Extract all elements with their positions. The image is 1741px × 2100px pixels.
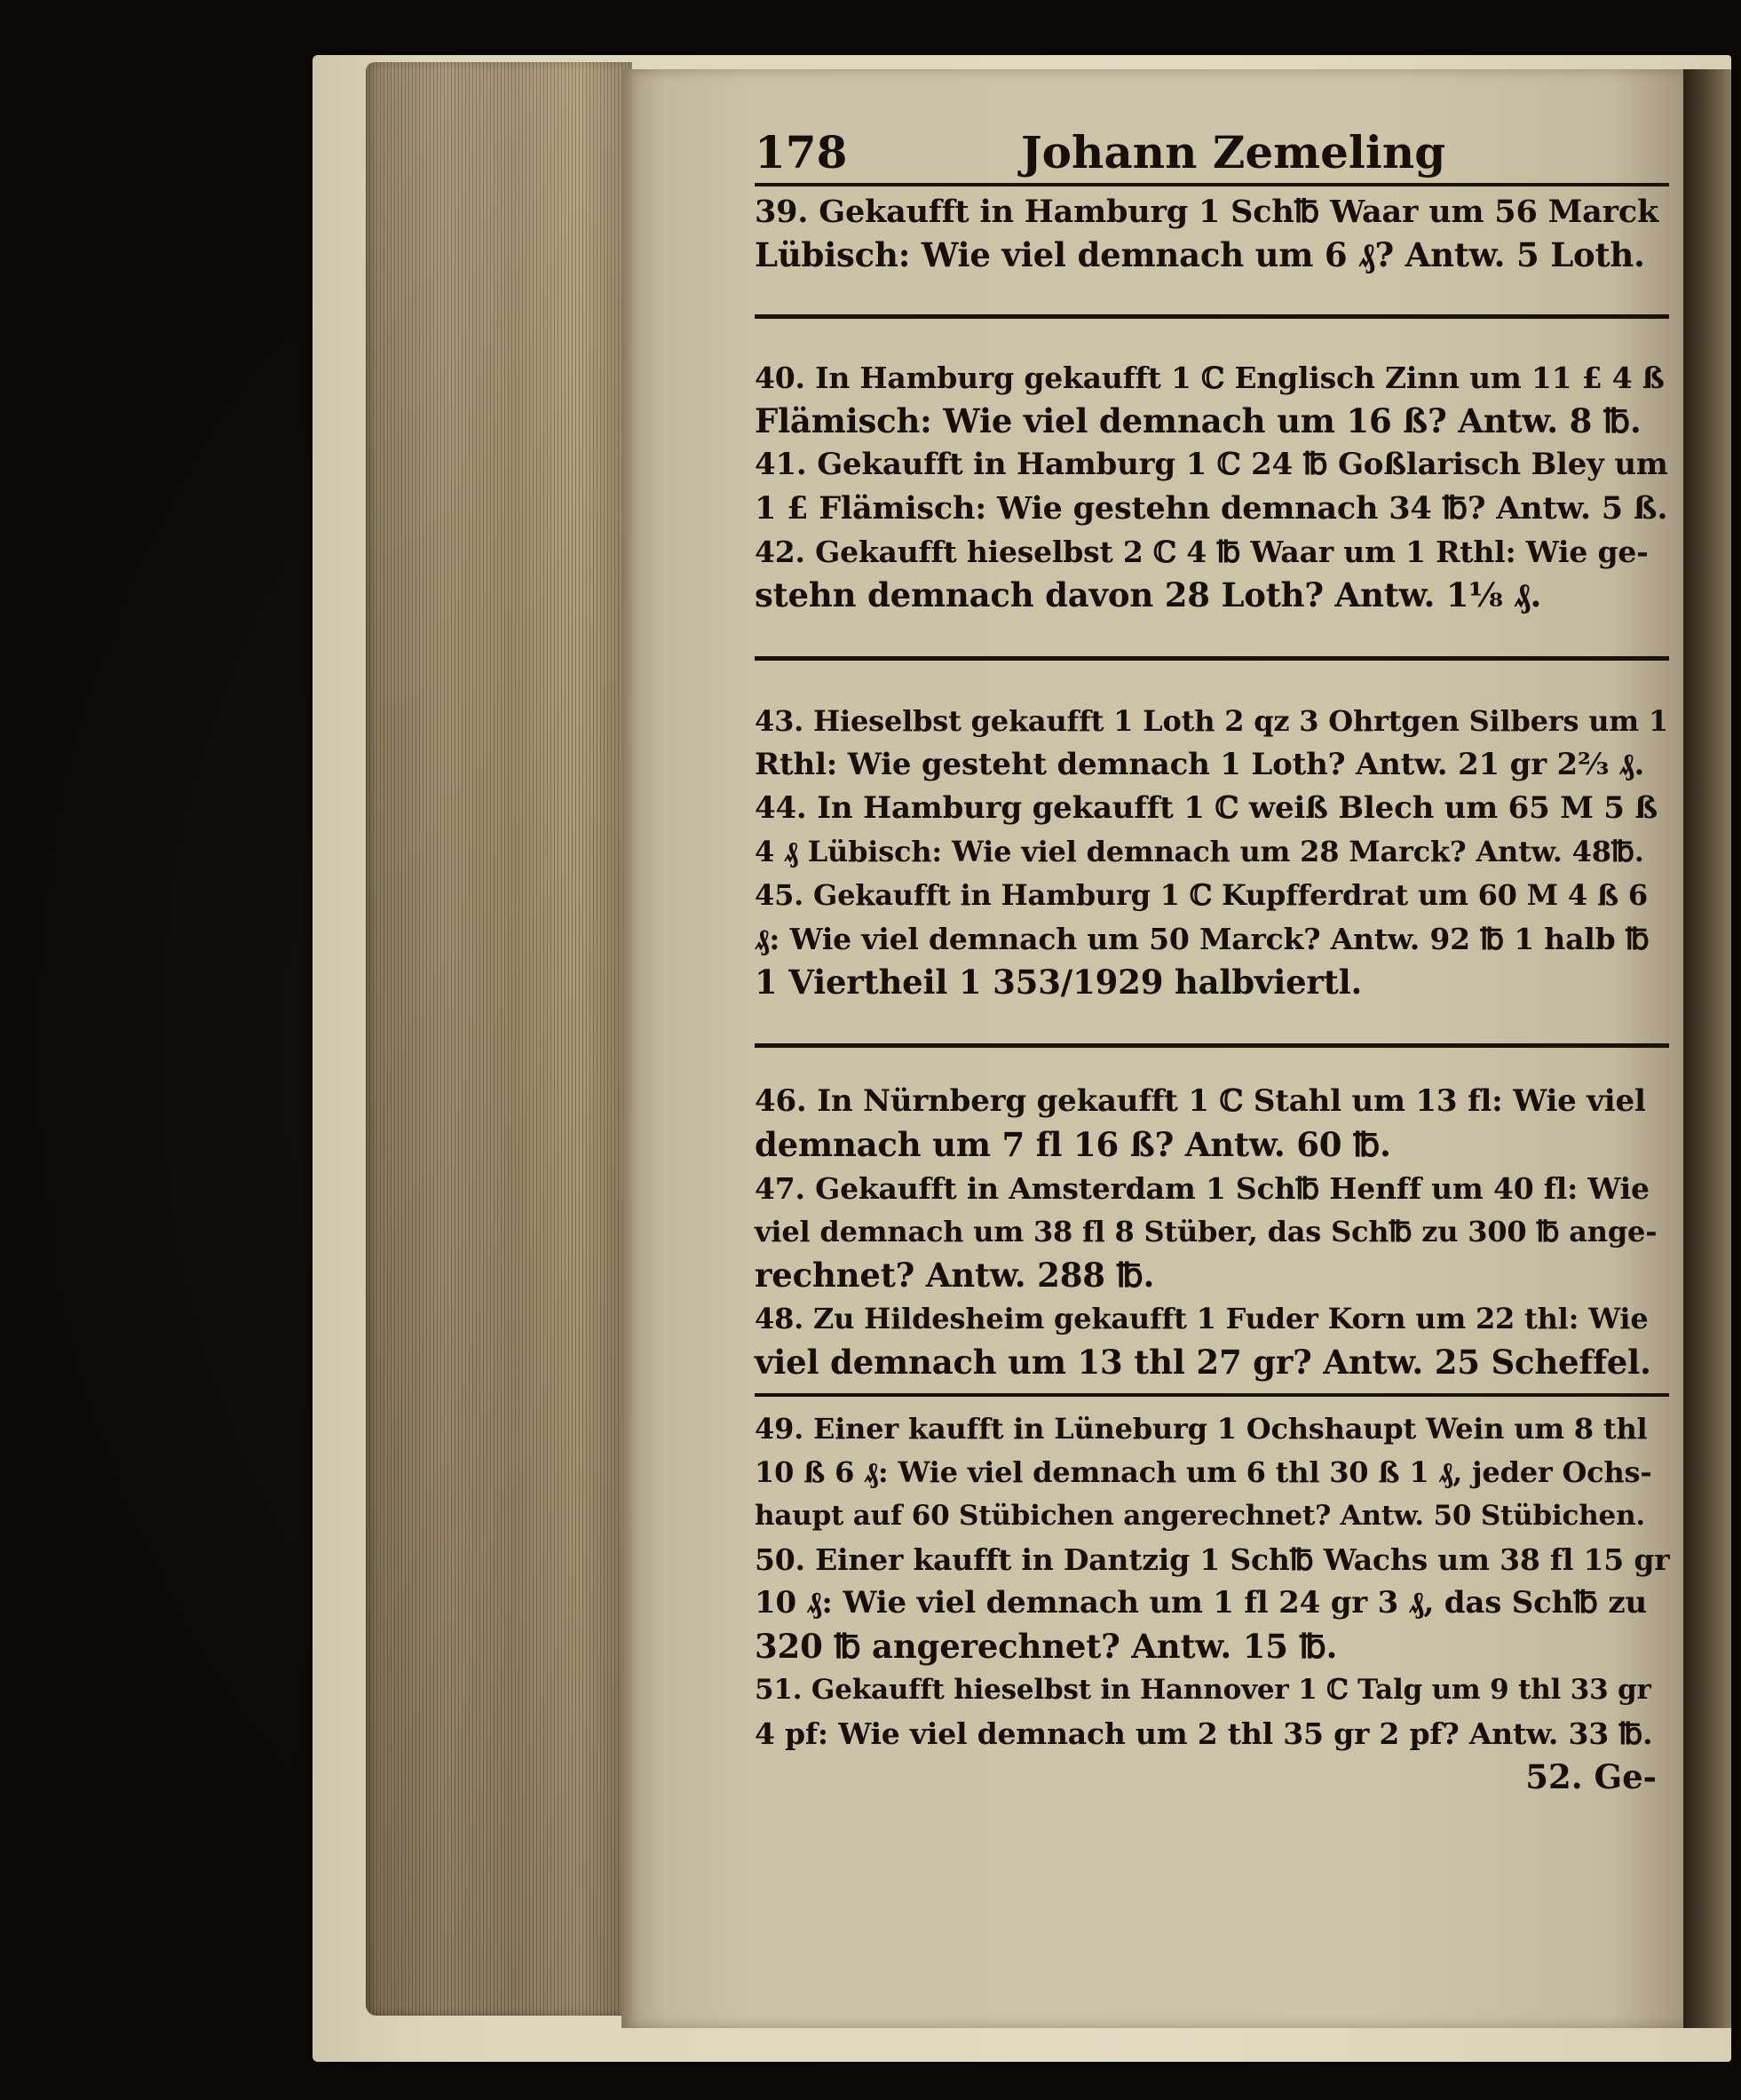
problem-51-line-1: 51. Gekaufft hieselbst in Hannover 1 ℂ Talg um 9 thl 33 gr bbox=[755, 1674, 1651, 1706]
problem-47-line-1: 47. Gekaufft in Amsterdam 1 Sch℔ Henff um 40 fl: Wie bbox=[755, 1171, 1650, 1206]
page-number: 178 bbox=[755, 126, 848, 178]
problem-50-line-2: 10 ₰: Wie viel demnach um 1 fl 24 gr 3 ₰, das Sch℔ zu bbox=[755, 1585, 1648, 1621]
problem-42-line-1: 42. Gekaufft hieselbst 2 ℂ 4 ℔ Waar um 1 Rthl: Wie ge- bbox=[755, 535, 1649, 569]
problem-45-line-3: 1 Viertheil 1 353/1929 halbviertl. bbox=[755, 963, 1363, 1002]
section-rule-1 bbox=[755, 314, 1669, 319]
problem-46-line-2: demnach um 7 fl 16 ß? Antw. 60 ℔. bbox=[755, 1125, 1391, 1164]
book-gutter bbox=[1683, 69, 1731, 2028]
problem-49-line-3: haupt auf 60 Stübichen angerechnet? Antw. 50 Stübichen. bbox=[755, 1500, 1645, 1532]
section-rule-3 bbox=[755, 1043, 1669, 1048]
header-rule bbox=[755, 183, 1669, 186]
problem-group-1 bbox=[755, 190, 1669, 277]
problem-40-line-2: Flämisch: Wie viel demnach um 16 ß? Antw. 8 ℔. bbox=[755, 401, 1642, 440]
problem-44-line-2: 4 ₰ Lübisch: Wie viel demnach um 28 Marck? Antw. 48℔. bbox=[755, 835, 1644, 868]
problem-50-line-1: 50. Einer kaufft in Dantzig 1 Sch℔ Wachs um 38 fl 15 gr bbox=[755, 1542, 1670, 1577]
problem-group-3 bbox=[755, 700, 1669, 1004]
section-rule-4 bbox=[755, 1393, 1669, 1397]
problem-group-5 bbox=[755, 1407, 1669, 1755]
problem-group-4 bbox=[755, 1080, 1669, 1384]
problem-39-line-2: Lübisch: Wie viel demnach um 6 ₰? Antw. 5 Loth. bbox=[755, 235, 1645, 274]
problem-41-line-2: 1 £ Flämisch: Wie gestehn demnach 34 ℔? Antw. 5 ß. bbox=[755, 490, 1668, 527]
problem-45-line-2: ₰: Wie viel demnach um 50 Marck? Antw. 92 ℔ 1 halb ℔ bbox=[755, 922, 1650, 956]
problem-43-line-1: 43. Hieselbst gekaufft 1 Loth 2 qz 3 Ohrtgen Silbers um 1 bbox=[755, 704, 1668, 738]
problem-43-line-2: Rthl: Wie gesteht demnach 1 Loth? Antw. 21 gr 2⅔ ₰. bbox=[755, 747, 1645, 782]
problem-48-line-1: 48. Zu Hildesheim gekaufft 1 Fuder Korn um 22 thl: Wie bbox=[755, 1302, 1649, 1335]
problem-45-line-1: 45. Gekaufft in Hamburg 1 ℂ Kupfferdrat um 60 M 4 ß 6 bbox=[755, 878, 1648, 912]
problem-44-line-1: 44. In Hamburg gekaufft 1 ℂ weiß Blech um 65 M 5 ß bbox=[755, 790, 1658, 826]
problem-48-line-2: viel demnach um 13 thl 27 gr? Antw. 25 Scheffel. bbox=[755, 1343, 1651, 1382]
section-rule-2 bbox=[755, 656, 1669, 661]
problem-39-line-1: 39. Gekaufft in Hamburg 1 Sch℔ Waar um 56 Marck bbox=[755, 194, 1659, 230]
problem-49-line-1: 49. Einer kaufft in Lüneburg 1 Ochshaupt Wein um 8 thl bbox=[755, 1412, 1648, 1446]
running-head: Johann Zemeling bbox=[1021, 126, 1446, 178]
page-text bbox=[755, 124, 1669, 1799]
problem-41-line-1: 41. Gekaufft in Hamburg 1 ℂ 24 ℔ Goßlarisch Bley um bbox=[755, 447, 1668, 482]
catchword: 52. Ge- bbox=[1525, 1757, 1657, 1796]
page-edges-shading bbox=[366, 62, 632, 2016]
page-header bbox=[755, 124, 1669, 181]
problem-49-line-2: 10 ß 6 ₰: Wie viel demnach um 6 thl 30 ß 1 ₰, jeder Ochs- bbox=[755, 1455, 1652, 1489]
problem-47-line-2: viel demnach um 38 fl 8 Stüber, das Sch℔ zu 300 ℔ ange- bbox=[755, 1215, 1658, 1248]
problem-40-line-1: 40. In Hamburg gekaufft 1 ℂ Englisch Zinn um 11 £ 4 ß bbox=[755, 361, 1665, 395]
problem-42-line-2: stehn demnach davon 28 Loth? Antw. 1⅛ ₰. bbox=[755, 575, 1542, 614]
problem-51-line-2: 4 pf: Wie viel demnach um 2 thl 35 gr 2 pf? Antw. 33 ℔. bbox=[755, 1716, 1653, 1751]
problem-group-2 bbox=[755, 356, 1669, 617]
problem-47-line-3: rechnet? Antw. 288 ℔. bbox=[755, 1256, 1155, 1295]
problem-46-line-1: 46. In Nürnberg gekaufft 1 ℂ Stahl um 13 fl: Wie viel bbox=[755, 1083, 1646, 1119]
problem-50-line-3: 320 ℔ angerechnet? Antw. 15 ℔. bbox=[755, 1627, 1338, 1666]
